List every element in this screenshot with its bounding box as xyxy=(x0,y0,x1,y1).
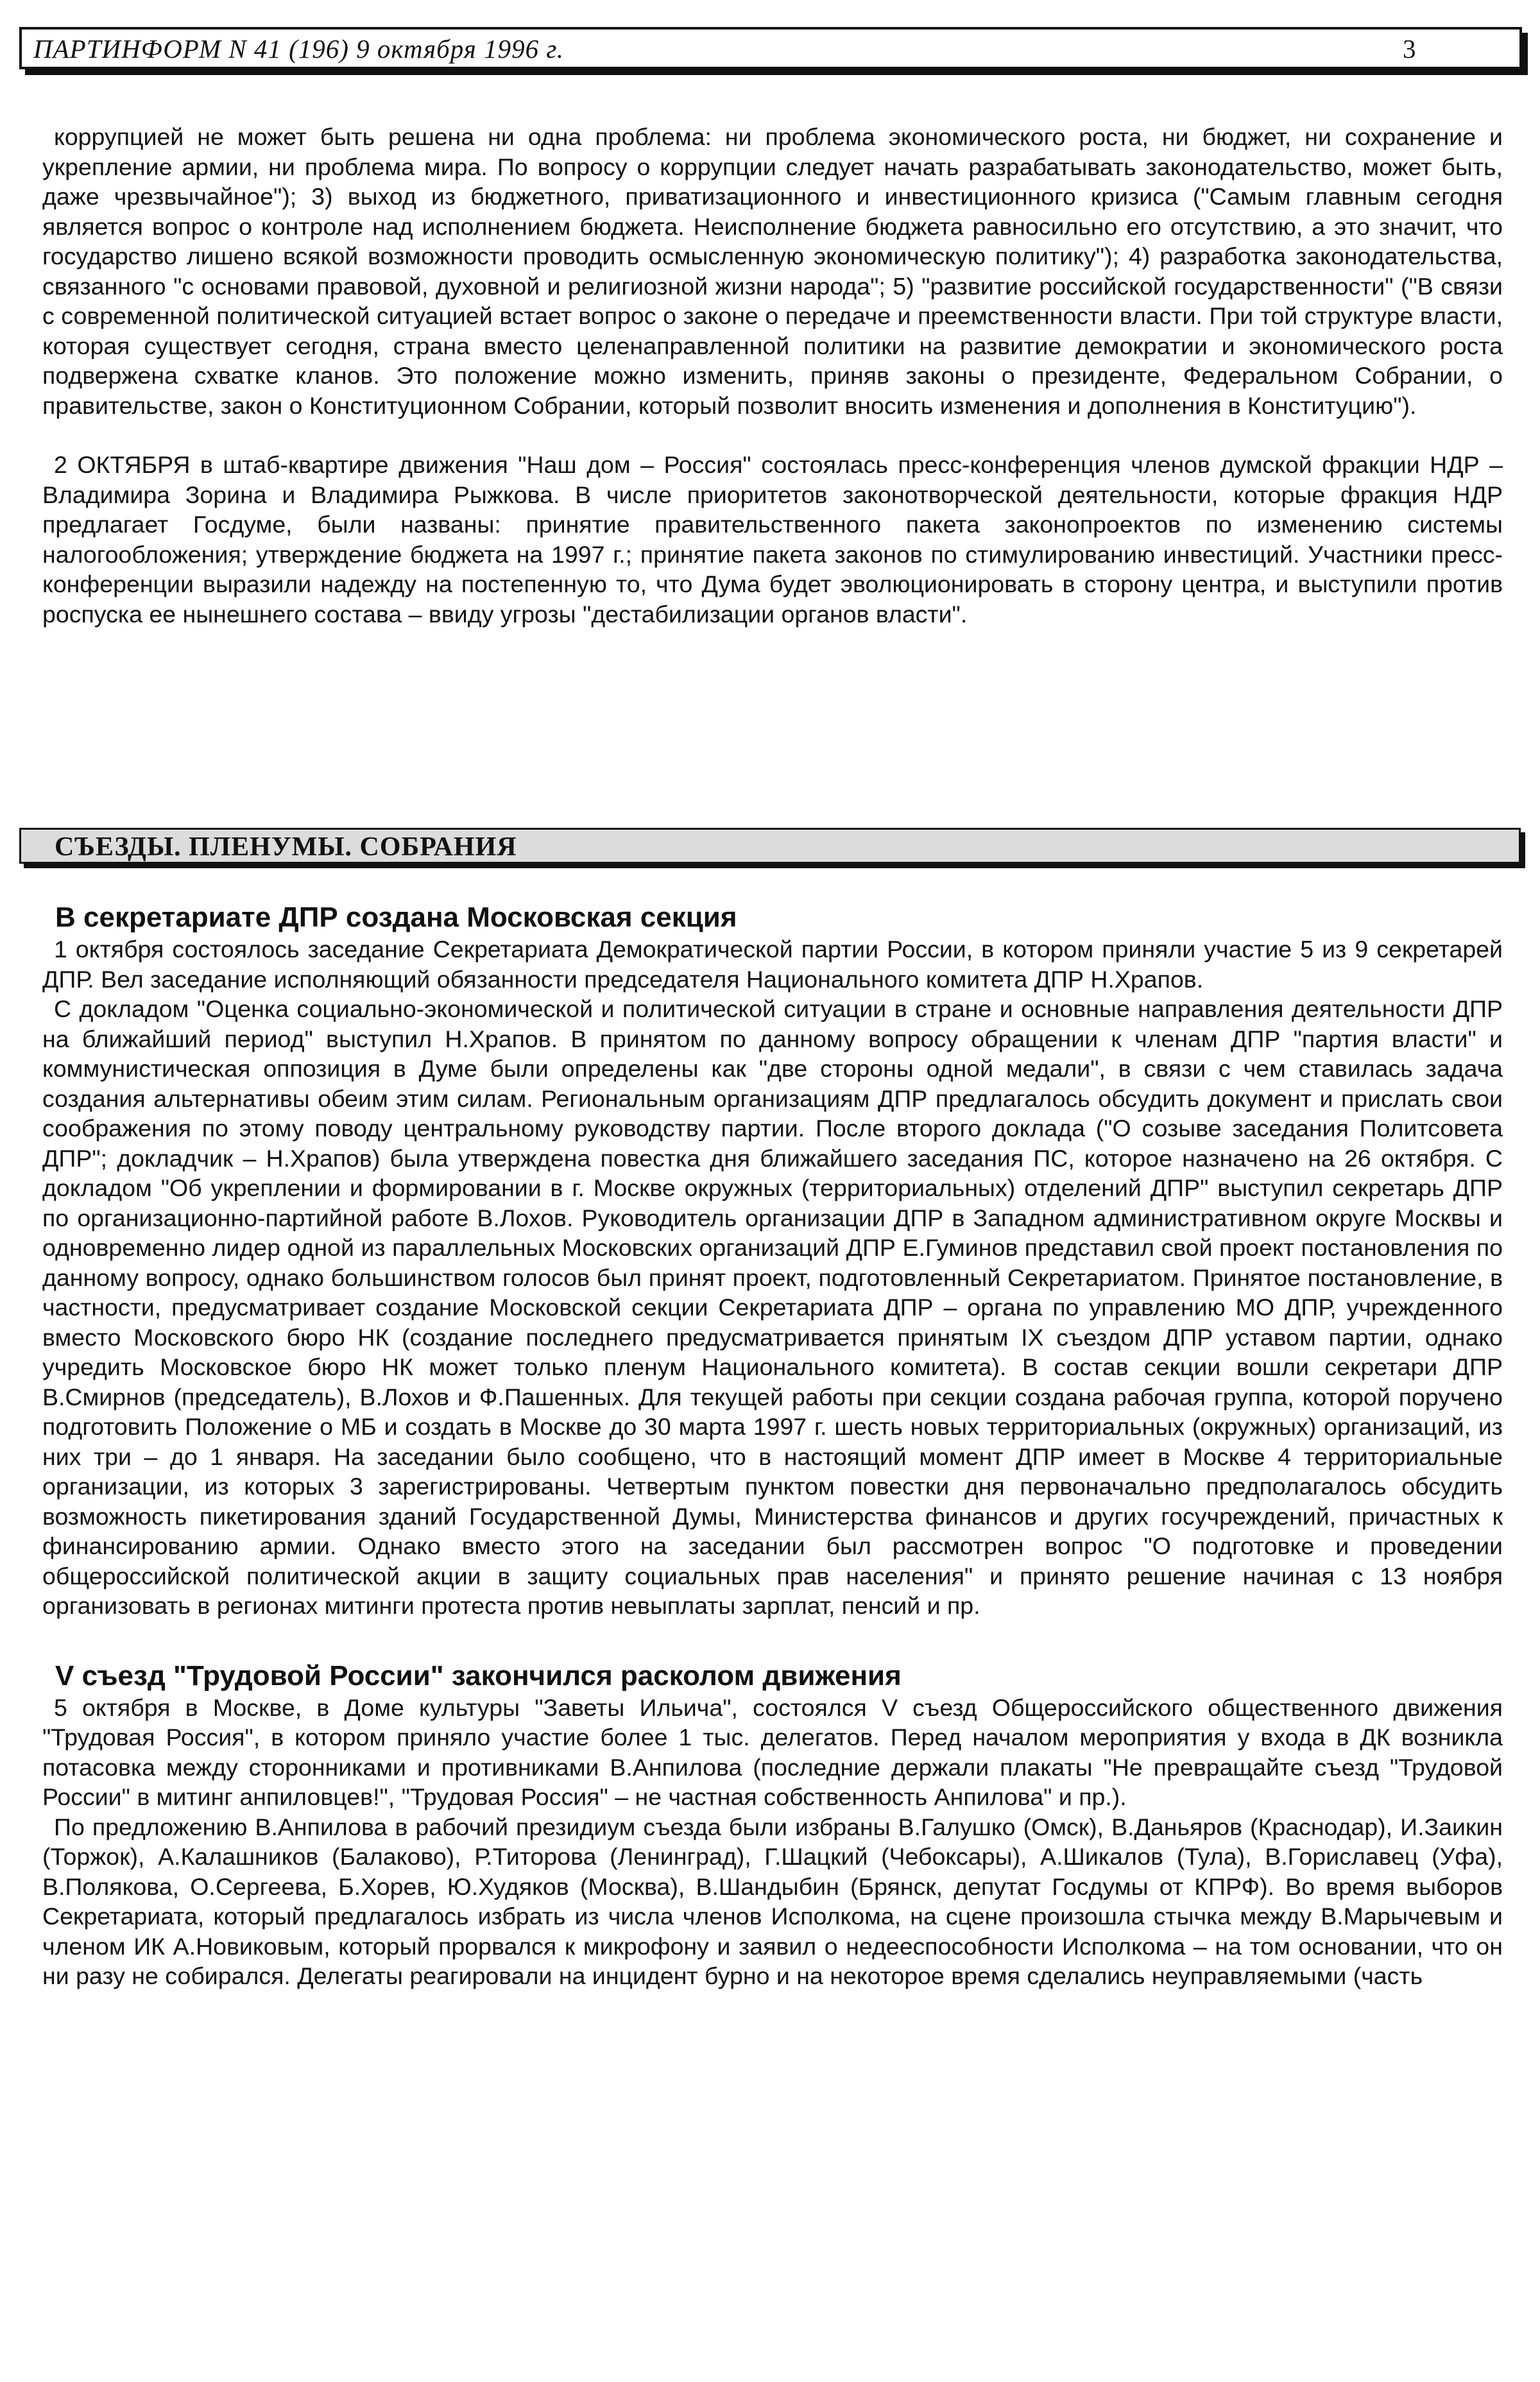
paragraph-gap xyxy=(42,420,1503,450)
article-paragraph: По предложению В.Анпилова в рабочий президиум съезда были избраны В.Галушко (Омск), В.Даньяров (Краснодар), И.Заикин (Торжок), А.Калашников (Балаково), Р.Титорова (Ленинград), Г.Шацкий (Чебоксары), А.Шикалов (Тула), В.Гориславец (Уфа), В.Полякова, О.Сергеева, Б.Хорев, Ю.Худяков (Москва), В.Шандыбин (Брянск, депутат Госдумы от КПРФ). Во время выборов Секретариата, который предлагалось избрать из числа членов Исполкома, на сцене произошла стычка между В.Марычевым и членом ИК А.Новиковым, который прорвался к микрофону и заявил о недееспособности Исполкома – на том основании, что он ни разу не собирался. Делегаты реагировали на инцидент бурно и на некоторое время сделались неуправляемыми (часть xyxy=(42,1813,1503,1989)
article-gap xyxy=(42,1621,1503,1659)
section-header xyxy=(19,828,1521,864)
intro-paragraph: 2 ОКТЯБРЯ в штаб-квартире движения "Наш дом – Россия" состоялась пресс-конференция членов думской фракции НДР – Владимира Зорина и Владимира Рыжкова. В числе приоритетов законотворческой деятельности, которые фракция НДР предлагает Госдуме, были названы: принятие правительственного пакета законопроектов по изменению системы налогообложения; утверждение бюджета на 1997 г.; принятие пакета законов по стимулированию инвестиций. Участники пресс-конференции выразили надежду на постепенную то, что Дума будет эволюционировать в сторону центра, и выступили против роспуска ее нынешнего состава – ввиду угрозы "дестабилизации органов власти". xyxy=(42,451,1503,628)
article-paragraph: 1 октября состоялось заседание Секретариата Демократической партии России, в котором приняли участие 5 из 9 секретарей ДПР. Вел заседание исполняющий обязанности председателя Национального комитета ДПР Н.Храпов. xyxy=(42,936,1503,993)
intro-text-block xyxy=(42,122,1503,629)
article-heading: В секретариате ДПР создана Московская секция xyxy=(55,902,737,933)
articles-block xyxy=(42,901,1503,1991)
article-paragraph: С докладом "Оценка социально-экономической и политической ситуации в стране и основные направления деятельности ДПР на ближайший период" выступил Н.Храпов. В принятом по данному вопросу обращении к членам ДПР "партия власти" и коммунистическая оппозиция в Думе были определены как "две стороны одной медали", в связи с чем ставилась задача создания альтернативы обеим этим силам. Региональным организациям ДПР предлагалось обсудить документ и прислать свои соображения по этому поводу центральному руководству партии. После второго доклада ("О созыве заседания Политсовета ДПР"; докладчик – Н.Храпов) была утверждена повестка дня ближайшего заседания ПС, которое назначено на 26 октября. С докладом "Об укреплении и формировании в г. Москве окружных (территориальных) отделений ДПР" выступил секретарь ДПР по организационно-партийной работе В.Лохов. Руководитель организации ДПР в Западном административном округе Москвы и одновременно лидер одной из параллельных Московских организаций ДПР Е.Гуминов представил свой проект постановления по данному вопросу, однако большинством голосов был принят проект, подготовленный Секретариатом. Принятое постановление, в частности, предусматривает создание Московской секции Секретариата ДПР – органа по управлению МО ДПР, учрежденного вместо Московского бюро НК (создание последнего предусматривается принятым IX съездом ДПР уставом партии, однако учредить Московское бюро НК может только пленум Национального комитета). В состав секции вошли секретари ДПР В.Смирнов (председатель), В.Лохов и Ф.Пашенных. Для текущей работы при секции создана рабочая группа, которой поручено подготовить Положение о МБ и создать в Москве до 30 марта 1997 г. шесть новых территориальных (окружных) организаций, из них три – до 1 января. На заседании было сообщено, что в настоящий момент ДПР имеет в Москве 4 территориальные организации, из которых 3 зарегистрированы. Четвертым пунктом повестки дня первоначально предполагалось обсудить возможность пикетирования зданий Государственной Думы, Министерства финансов и других госучреждений, причастных к финансированию армии. Однако вместо этого на заседании был рассмотрен вопрос "О подготовке и проведении общероссийской политической акции в защиту социальных прав населения" и принято решение начиная с 13 ноября организовать в регионах митинги протеста против невыплаты зарплат, пенсий и пр. xyxy=(42,995,1503,1619)
page-header xyxy=(19,27,1522,69)
intro-paragraph: коррупцией не может быть решена ни одна проблема: ни проблема экономического роста, ни бюджет, ни сохранение и укрепление армии, ни проблема мира. По вопросу о коррупции следует начать разрабатывать законодательство, может быть, даже чрезвычайное"); 3) выход из бюджетного, приватизационного и инвестиционного кризиса ("Самым главным сегодня является вопрос о контроле над исполнением бюджета. Неисполнение бюджета равносильно его отсутствию, а это значит, что государство лишено всякой возможности проводить осмысленную экономическую политику"); 4) разработка законодательства, связанного "с основами правовой, духовной и религиозной жизни народа"; 5) "развитие российской государственности" ("В связи с современной политической ситуацией встает вопрос о законе о передаче и преемственности власти. При той структуре власти, которая существует сегодня, страна вместо целенаправленной политики на развитие демократии и экономического роста подвержена схватке кланов. Это положение можно изменить, приняв законы о президенте, Федеральном Собрании, о правительстве, закон о Конституционном Собрании, который позволит вносить изменения и дополнения в Конституцию"). xyxy=(42,123,1503,419)
article xyxy=(42,901,1503,1621)
article-paragraph: 5 октября в Москве, в Доме культуры "Заветы Ильича", состоялся V съезд Общероссийского общественного движения "Трудовая Россия", в котором приняло участие более 1 тыс. делегатов. Перед началом мероприятия у входа в ДК возникла потасовка между сторонниками и противниками В.Анпилова (последние держали плакаты "Не превращайте съезд "Трудовой России" в митинг анпиловцев!", "Трудовая Россия" – не частная собственность Анпилова" и пр.). xyxy=(42,1693,1503,1810)
article xyxy=(42,1659,1503,1991)
page-number: 3 xyxy=(1403,34,1416,64)
section-title: СЪЕЗДЫ. ПЛЕНУМЫ. СОБРАНИЯ xyxy=(55,832,517,862)
article-heading: V съезд "Трудовой России" закончился расколом движения xyxy=(55,1659,902,1692)
publication-title: ПАРТИНФОРМ N 41 (196) 9 октября 1996 г. xyxy=(33,34,565,64)
